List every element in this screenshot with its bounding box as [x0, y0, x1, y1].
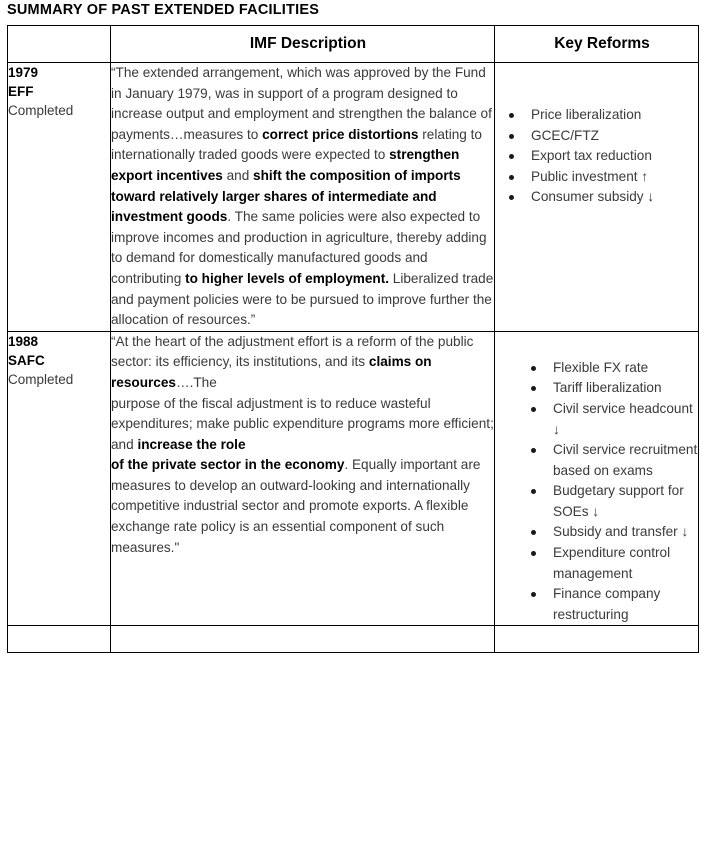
- facility-year: 1979: [8, 65, 39, 80]
- key-reform-item: Price liberalization: [506, 105, 698, 126]
- facility-period-cell: [8, 331, 111, 626]
- table-body: [8, 63, 699, 653]
- key-reform-item: Export tax reduction: [506, 146, 698, 167]
- column-header-period: [8, 26, 111, 63]
- imf-description-cell: [111, 63, 495, 332]
- facility-status: Completed: [8, 103, 74, 118]
- facility-period-cell: [8, 63, 111, 332]
- facility-code: EFF: [8, 84, 34, 99]
- imf-description-cell: [111, 626, 495, 653]
- key-reform-item: Subsidy and transfer ↓: [530, 522, 698, 543]
- key-reforms-cell: [495, 331, 699, 626]
- key-reform-item: Consumer subsidy ↓: [506, 187, 698, 208]
- column-header-description-label: IMF Description: [249, 35, 367, 52]
- column-header-reforms: [495, 26, 699, 63]
- key-reforms-cell: [495, 626, 699, 653]
- facility-year: 1988: [8, 333, 39, 349]
- imf-description-cell: [111, 331, 495, 626]
- key-reform-item: Civil service headcount ↓: [530, 399, 698, 440]
- key-reform-item: Tariff liberalization: [530, 378, 698, 399]
- key-reform-item: GCEC/FTZ: [506, 126, 698, 147]
- column-header-reforms-label: Key Reforms: [554, 35, 650, 52]
- imf-description-text: “The extended arrangement, which was approved by the Fund in January 1979, was in support of a program designed to increase output and employment and strengthen the balance of payments…measures to correct price distortions relating to internationally traded goods were expected to strengthen export incentives and shift the composition of imports toward relatively larger shares of intermediate and investment goods. The same policies were also expected to improve incomes and production in agriculture, thereby adding to demand for domestically manufactured goods and contributing to higher levels of employment. Liberalized trade and payment policies were to be pursued to improve further the allocation of resources.”: [111, 65, 494, 328]
- key-reform-item: Expenditure control management: [530, 543, 698, 584]
- facility-status: Completed: [8, 371, 74, 387]
- key-reforms-cell: [495, 63, 699, 332]
- table-row: [8, 63, 699, 332]
- summary-table: [7, 25, 699, 653]
- key-reform-item: Flexible FX rate: [530, 358, 698, 379]
- page-title: SUMMARY OF PAST EXTENDED FACILITIES: [7, 2, 320, 18]
- facility-period-cell: [8, 626, 111, 653]
- key-reform-item: Budgetary support for SOEs ↓: [530, 481, 698, 522]
- table-row-partial: [8, 626, 699, 653]
- key-reforms-list: [495, 105, 698, 208]
- key-reform-item: Civil service recruitment based on exams: [530, 440, 698, 481]
- facility-code: SAFC: [8, 352, 45, 368]
- key-reform-item: Finance company restructuring: [530, 584, 698, 625]
- table-row: [8, 331, 699, 626]
- imf-description-text: “At the heart of the adjustment effort is a reform of the public sector: its efficiency, its institutions, and its claims on resources….The purpose of the fiscal adjustment is to reduce wasteful expenditures; make public expenditure programs more efficient; and increase the role of the private sector in the economy. Equally important are measures to develop an outward-looking and internationally competitive industrial sector and promote exports. A flexible exchange rate policy is an essential component of such measures.": [111, 333, 494, 555]
- table-header-row: [8, 26, 699, 63]
- column-header-description: [111, 26, 495, 63]
- key-reforms-list: [495, 358, 698, 626]
- key-reform-item: Public investment ↑: [506, 167, 698, 188]
